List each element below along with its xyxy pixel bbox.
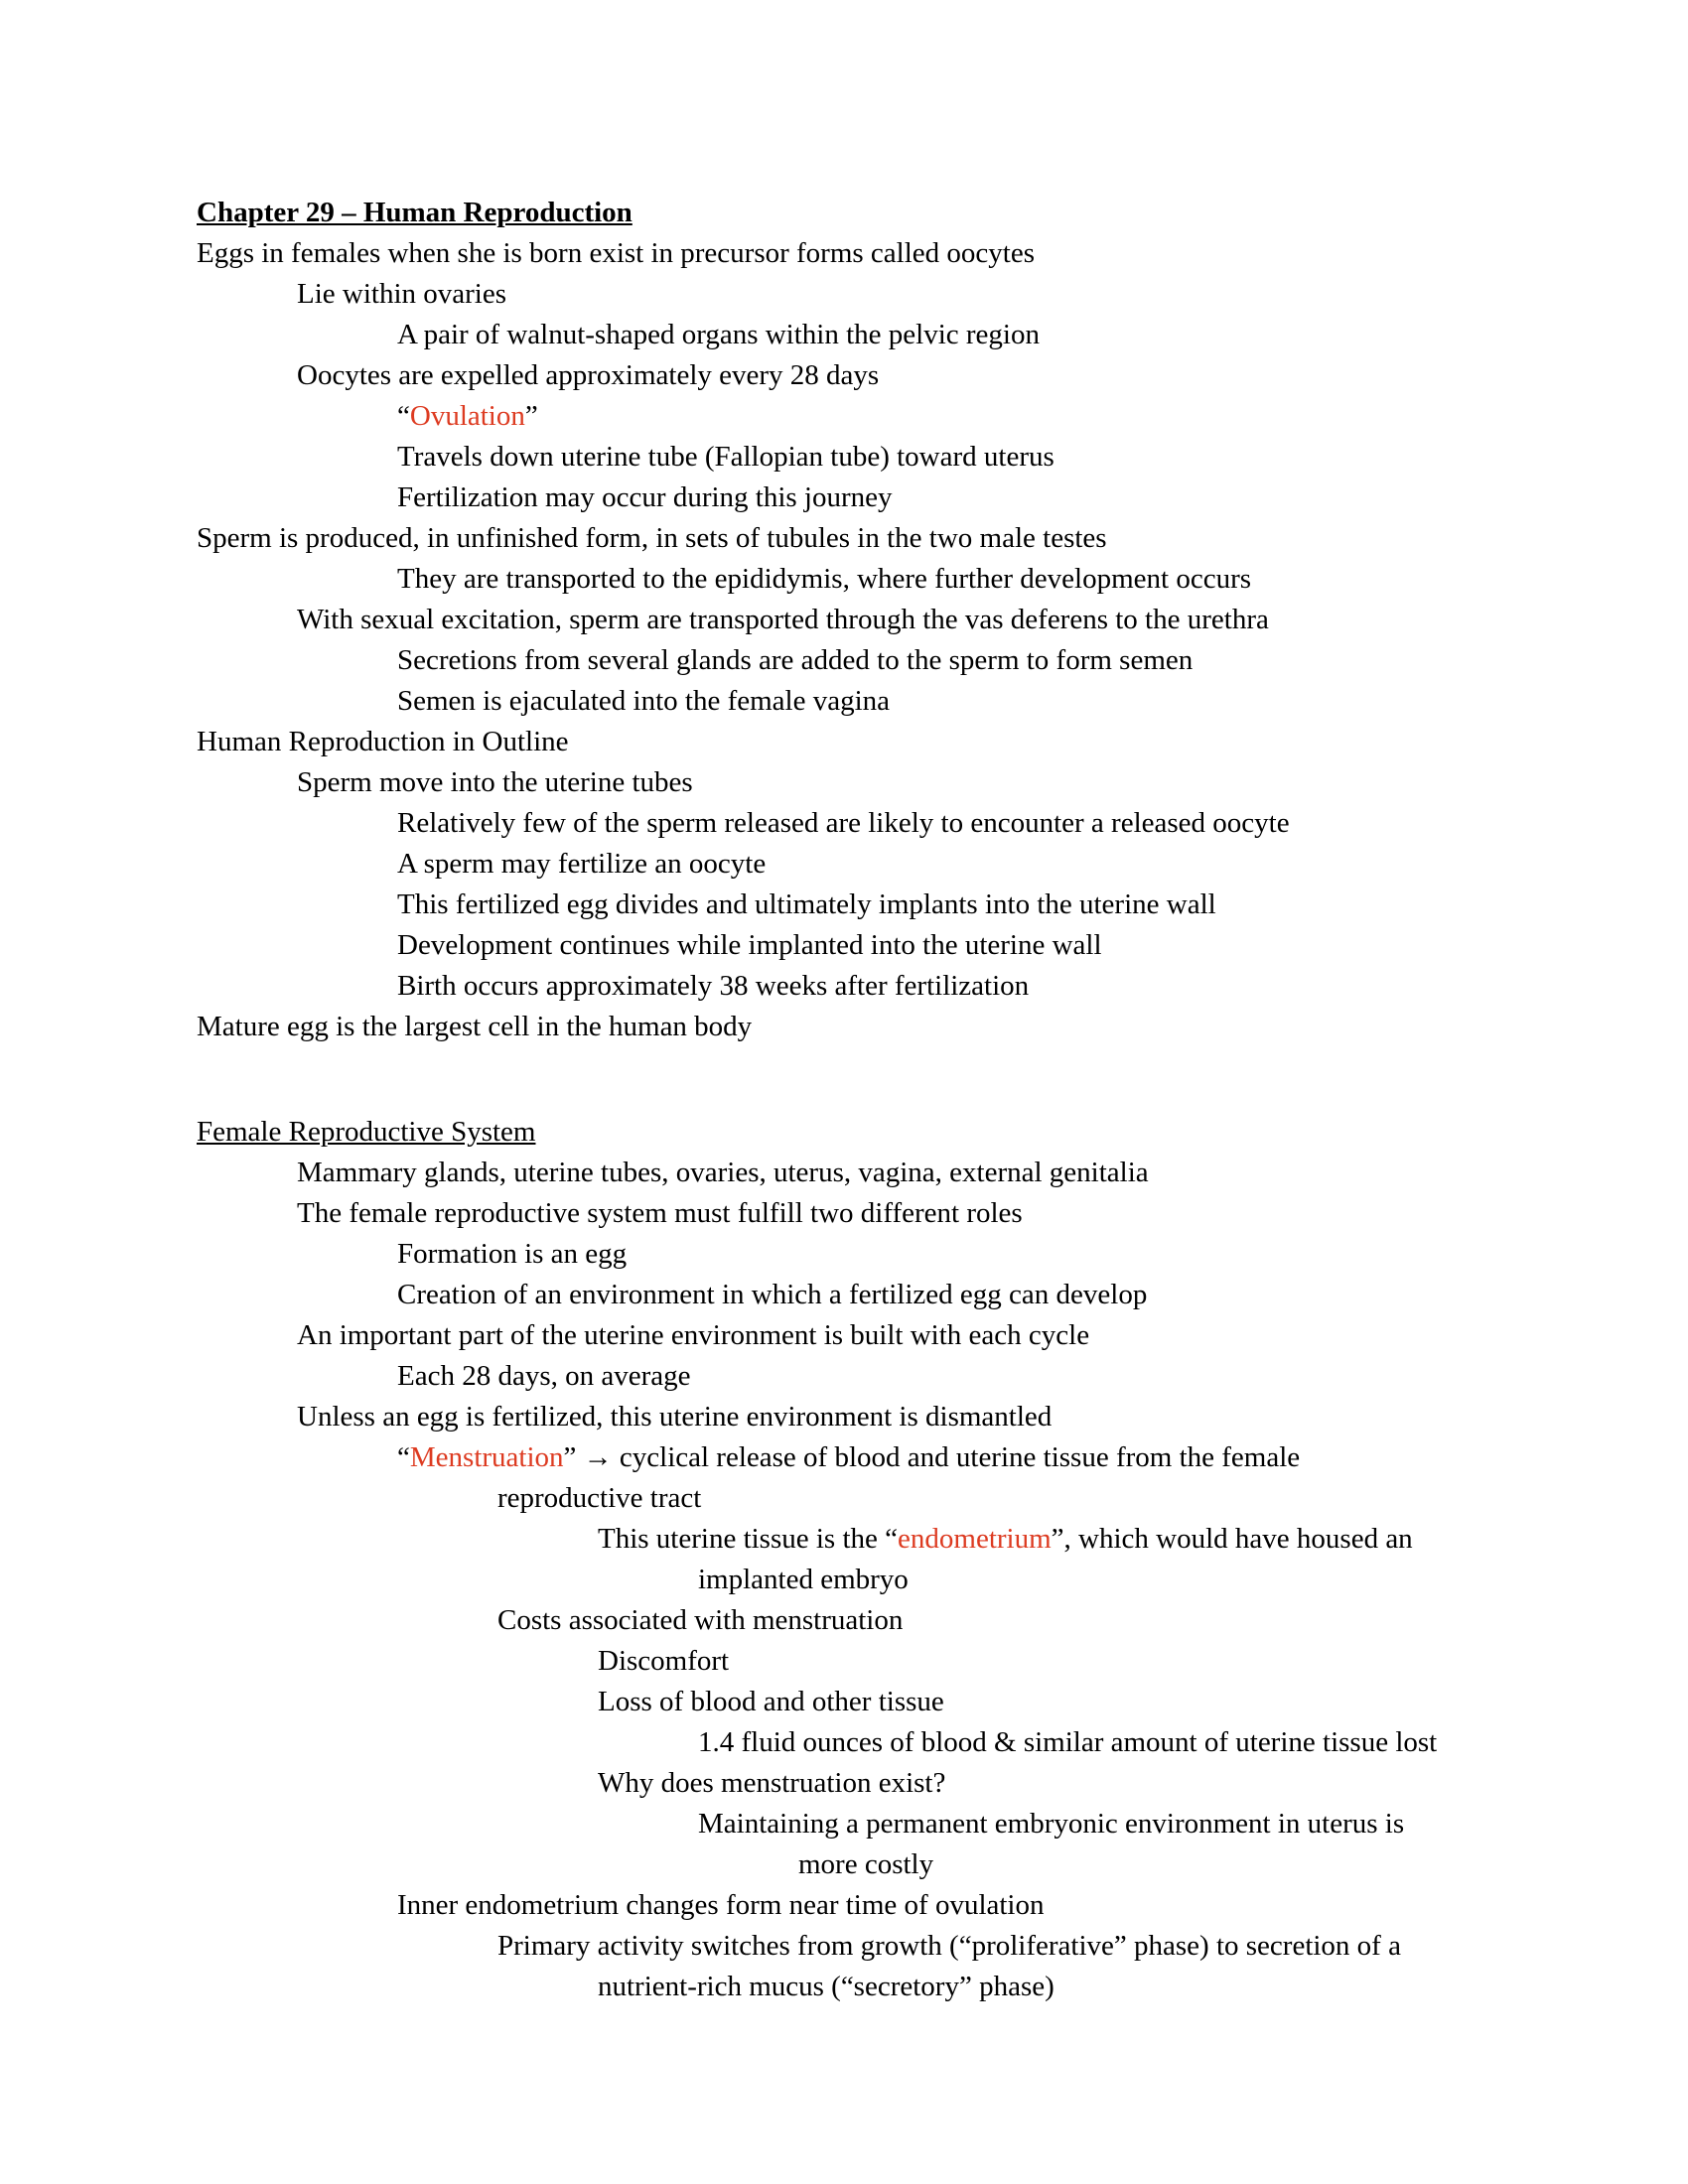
text-run: A pair of walnut-shaped organs within the pelvic region bbox=[397, 319, 1040, 350]
outline-line bbox=[397, 1885, 1688, 1926]
text-run: more costly bbox=[798, 1848, 934, 1880]
outline-line bbox=[297, 1193, 1688, 1234]
text-run: An important part of the uterine environment is built with each cycle bbox=[297, 1319, 1090, 1351]
outline-line bbox=[197, 233, 1688, 274]
outline-line bbox=[397, 437, 1688, 478]
outline-line bbox=[297, 355, 1688, 396]
text-run: “ bbox=[397, 1441, 410, 1473]
highlighted-term: endometrium bbox=[898, 1523, 1052, 1555]
outline-line bbox=[497, 1926, 1688, 1967]
text-run: Relatively few of the sperm released are likely to encounter a released oocyte bbox=[397, 807, 1290, 839]
outline-line bbox=[598, 1641, 1688, 1682]
text-run: This fertilized egg divides and ultimately implants into the uterine wall bbox=[397, 888, 1216, 920]
text-run: Development continues while implanted into the uterine wall bbox=[397, 929, 1102, 961]
outline-line bbox=[598, 1763, 1688, 1804]
outline-line bbox=[197, 1007, 1688, 1047]
outline-line bbox=[397, 559, 1688, 600]
text-run: Mammary glands, uterine tubes, ovaries, uterus, vagina, external genitalia bbox=[297, 1157, 1149, 1188]
outline-line bbox=[497, 1600, 1688, 1641]
outline-line bbox=[397, 315, 1688, 355]
text-run: Loss of blood and other tissue bbox=[598, 1686, 944, 1717]
text-run: They are transported to the epididymis, where further development occurs bbox=[397, 563, 1252, 595]
text-run: Chapter 29 – Human Reproduction bbox=[197, 197, 633, 228]
text-run: Fertilization may occur during this journey bbox=[397, 481, 893, 513]
outline-line bbox=[397, 925, 1688, 966]
outline-line bbox=[397, 1437, 1688, 1478]
text-run: Discomfort bbox=[598, 1645, 730, 1677]
blank-line bbox=[197, 1047, 1688, 1112]
text-run: Formation is an egg bbox=[397, 1238, 628, 1270]
outline-line bbox=[297, 274, 1688, 315]
outline-line bbox=[598, 1519, 1688, 1560]
text-run: Birth occurs approximately 38 weeks after fertilization bbox=[397, 970, 1030, 1002]
outline-line bbox=[397, 885, 1688, 925]
outline-line bbox=[698, 1804, 1688, 1844]
text-run: Inner endometrium changes form near time of ovulation bbox=[397, 1889, 1045, 1921]
text-run: reproductive tract bbox=[497, 1482, 702, 1514]
outline-line bbox=[397, 396, 1688, 437]
text-run: Each 28 days, on average bbox=[397, 1360, 691, 1392]
outline-line bbox=[397, 478, 1688, 518]
section-heading bbox=[197, 1112, 1688, 1153]
outline-line bbox=[497, 1478, 1688, 1519]
outline-content bbox=[0, 193, 1688, 2007]
outline-line bbox=[397, 803, 1688, 844]
text-run: Costs associated with menstruation bbox=[497, 1604, 904, 1636]
text-run: With sexual excitation, sperm are transported through the vas deferens to the urethra bbox=[297, 604, 1269, 635]
outline-line bbox=[197, 518, 1688, 559]
outline-line bbox=[397, 1234, 1688, 1275]
text-run: “ bbox=[397, 400, 410, 432]
text-run: This uterine tissue is the “ bbox=[598, 1523, 899, 1555]
text-run: The female reproductive system must fulfill two different roles bbox=[297, 1197, 1023, 1229]
text-run: implanted embryo bbox=[698, 1564, 909, 1595]
text-run: Female Reproductive System bbox=[197, 1116, 536, 1148]
outline-line bbox=[397, 640, 1688, 681]
text-run: A sperm may fertilize an oocyte bbox=[397, 848, 767, 880]
text-run: Oocytes are expelled approximately every 28 days bbox=[297, 359, 880, 391]
text-run: Creation of an environment in which a fertilized egg can develop bbox=[397, 1279, 1148, 1310]
text-run: Semen is ejaculated into the female vagina bbox=[397, 685, 891, 717]
text-run: Why does menstruation exist? bbox=[598, 1767, 946, 1799]
text-run: Secretions from several glands are added to the sperm to form semen bbox=[397, 644, 1194, 676]
outline-line bbox=[397, 1275, 1688, 1315]
outline-line bbox=[297, 762, 1688, 803]
outline-line bbox=[598, 1967, 1688, 2007]
text-run: Unless an egg is fertilized, this uterine environment is dismantled bbox=[297, 1401, 1053, 1433]
text-run: Mature egg is the largest cell in the human body bbox=[197, 1011, 753, 1042]
text-run: Primary activity switches from growth (“proliferative” phase) to secretion of a bbox=[497, 1930, 1401, 1962]
highlighted-term: Menstruation bbox=[409, 1441, 564, 1473]
text-run: Maintaining a permanent embryonic environment in uterus is bbox=[698, 1808, 1405, 1840]
outline-line bbox=[297, 1315, 1688, 1356]
outline-line bbox=[798, 1844, 1688, 1885]
outline-line bbox=[698, 1560, 1688, 1600]
text-run: 1.4 fluid ounces of blood & similar amount of uterine tissue lost bbox=[698, 1726, 1438, 1758]
outline-line bbox=[397, 844, 1688, 885]
outline-line bbox=[598, 1682, 1688, 1722]
outline-line bbox=[698, 1722, 1688, 1763]
text-run: ” → cyclical release of blood and uterine tissue from the female bbox=[563, 1441, 1301, 1473]
text-run: Travels down uterine tube (Fallopian tube) toward uterus bbox=[397, 441, 1055, 473]
outline-line bbox=[397, 966, 1688, 1007]
outline-line bbox=[297, 600, 1688, 640]
outline-line bbox=[197, 722, 1688, 762]
outline-line bbox=[297, 1153, 1688, 1193]
text-run: nutrient-rich mucus (“secretory” phase) bbox=[598, 1971, 1055, 2002]
outline-line bbox=[297, 1397, 1688, 1437]
text-run: Human Reproduction in Outline bbox=[197, 726, 569, 757]
highlighted-term: Ovulation bbox=[409, 400, 525, 432]
text-run: ” bbox=[524, 400, 538, 432]
chapter-title bbox=[197, 193, 1688, 233]
outline-line bbox=[397, 681, 1688, 722]
outline-line bbox=[397, 1356, 1688, 1397]
text-run: Sperm move into the uterine tubes bbox=[297, 766, 693, 798]
text-run: ”, which would have housed an bbox=[1051, 1523, 1413, 1555]
text-run: Lie within ovaries bbox=[297, 278, 507, 310]
text-run: Sperm is produced, in unfinished form, in sets of tubules in the two male testes bbox=[197, 522, 1107, 554]
text-run: Eggs in females when she is born exist in precursor forms called oocytes bbox=[197, 237, 1036, 269]
